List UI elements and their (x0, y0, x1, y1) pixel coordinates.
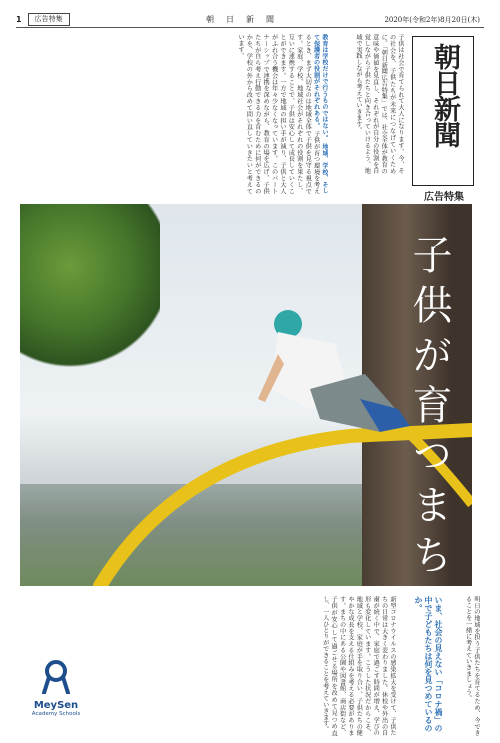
logo-sub: 広告特集 (424, 192, 464, 203)
top-article-accent: 地域、学校、そして保護者の役割がそれぞれある。 (312, 34, 328, 194)
main-photo (20, 204, 472, 586)
issue-date: 2020年(令和2年)8月20日(木) (384, 15, 480, 24)
logo-main: 朝日新聞 (429, 43, 460, 147)
top-article-body: 子供が育つ環境を考えるとき、まず大切なのは地域全体で子供を見守る視点です。家庭、学校、地域社会がそれぞれの役割を果たし、互いに連携することで、子供は安心して成長していくことができます。一方で地域の担い手が減り、子供と大人がふれ合う機会は年々少なくなっています。このパートナーシップで連携を深めながら、教育の場を広げ、子供たちが自ら考え行動できる力を育むために何ができるのかを、学校の外から改めて問い直していきたいと考えています。 (236, 34, 320, 194)
top-article-lead: 教育は学校だけで行うものではない。 (321, 34, 328, 142)
section-tag: 広告特集 (28, 13, 70, 26)
school-mark-icon (41, 660, 71, 694)
header-bar (16, 12, 484, 28)
bottom-article: 新型コロナウイルスの感染拡大を受けて、子供たちの日常は大きく変わりました。休校や外出の自粛が続く中で、家庭で過ごす時間が増え、学びの形も変化しています。こうした状況だからこそ、地域と学校、家庭が手を取り合い、子供たちの健やかな成長を支える仕組みを考える必要があります。まちの中にある公園や図書館、商店街など、子供が安心して過ごせる場所を改めて見つめ直し、一人ひとりができることを考えていきます。 (321, 596, 396, 736)
masthead: 朝日新聞 (206, 15, 286, 24)
newspaper-logo (412, 36, 474, 203)
school-sub: Academy Schools (31, 711, 81, 717)
school-logo (24, 660, 88, 717)
headline: 子供が育つまち (406, 234, 452, 584)
bottom-right-text: 明日の地域を担う子供たちを育てるため、今できることを一緒に考えていきましょう。 (464, 596, 480, 736)
intro-text: 子供は社会で育てられて大人になります。今、その社会を、子供たちが未来につなげていくために。「朝日新聞広告特集」では、社会全体が教育の意味や価値を見直し、それぞれが自分の役割を自覚しながら子供たちと向き合っていけるよう、地域で実践しながら考えていきます。 (354, 34, 404, 174)
top-article (20, 34, 328, 194)
bottom-subhead: いま、社会の見えない「コロナ禍」の中で子どもたちは何を見つめているのか。 (414, 596, 444, 732)
page-number: 1 (16, 15, 22, 24)
school-name: MeySen (33, 700, 79, 711)
